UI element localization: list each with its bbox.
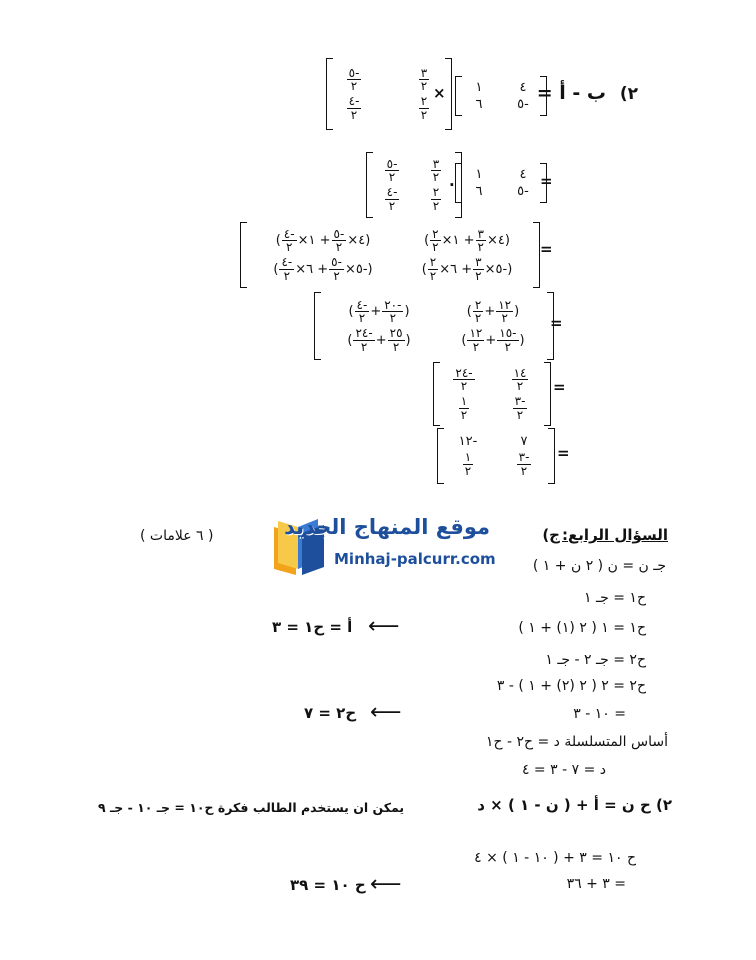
student-note: يمكن ان يستخدم الطالب فكرة ح١٠ = جـ ١٠ - جـ ٩: [98, 800, 405, 815]
part2-label: ٢): [619, 84, 638, 104]
part2-expression: ب - أ =: [536, 82, 606, 104]
question-title: السؤال الرابع:: [562, 526, 668, 544]
matrix-a-line1: [455, 76, 547, 116]
matrix-cell-1-1: $\frac{١}{٢}$: [464, 450, 472, 478]
q4-line-6: = ١٠ - ٣: [573, 706, 626, 722]
logo-url: Minhaj-palcurr.com: [334, 550, 496, 568]
arrow-icon: ⟵: [370, 872, 402, 897]
matrix-cell-0-0: ٤: [519, 80, 527, 95]
matrix-cell-0-0: ( $\frac{١٢}{٢}$ + $\frac{٢}{٢}$ ): [466, 297, 520, 326]
marks-label: ( ٦ علامات ): [140, 528, 214, 544]
dot-symbol: .: [449, 172, 455, 190]
equals-line5: =: [553, 378, 566, 396]
arrow-icon: ⟵: [370, 700, 402, 725]
matrix-cell-1-0: -٥: [517, 97, 529, 112]
matrix-cell-0-0: (٤× $\frac{٣}{٢}$ + ١× $\frac{٢}{٢}$ ): [424, 226, 510, 255]
q4-line-9: ٢) ح ن = أ + ( ن - ١ ) × د: [477, 796, 672, 814]
q4-line-10: ح ١٠ = ٣ + ( ١٠ - ١ ) × ٤: [474, 850, 636, 866]
q4-line-8: د = ٧ - ٣ = ٤: [521, 762, 606, 778]
matrix-cell-1-1: ٦: [475, 97, 483, 112]
matrix-cell-0-1: ( $\frac{-٢٠}{٢}$ + $\frac{-٤}{٢}$ ): [348, 297, 410, 326]
q4-line-11: = ٣ + ٣٦: [566, 876, 626, 892]
matrix-cell-1-0: (-٥× $\frac{٣}{٢}$ + ٦× $\frac{٢}{٢}$ ): [421, 255, 513, 283]
q4-line-7: أساس المتسلسلة د = ح٢ - ح١: [485, 734, 668, 750]
matrix-cell-0-1: $\frac{-٢٤}{٢}$: [455, 365, 473, 394]
matrix-cell-1-0: $\frac{٢}{٢}$: [420, 94, 428, 122]
times-symbol: ×: [433, 84, 446, 102]
matrix-bt-line2: [366, 152, 462, 218]
matrix-cell-0-0: $\frac{١٤}{٢}$: [513, 365, 527, 394]
matrix-cell-0-0: ٤: [519, 167, 527, 182]
matrix-bt-line1: [326, 58, 452, 130]
matrix-cell-1-1: ( $\frac{٢٥}{٢}$ + $\frac{-٢٤}{٢}$ ): [347, 326, 411, 354]
matrix-cell-0-0: ٧: [520, 434, 528, 450]
arrow-icon: ⟵: [368, 614, 400, 639]
matrix-cell-0-1: $\frac{-٥}{٢}$: [348, 65, 360, 94]
matrix-step4: [314, 292, 554, 360]
matrix-step5: [433, 362, 551, 426]
logo-arabic-text: موقع المنهاج الجديد: [284, 515, 490, 539]
matrix-cell-1-1: $\frac{١}{٢}$: [460, 394, 468, 422]
result-a: أ = ح١ = ٣: [272, 618, 353, 636]
matrix-cell-1-0: -٥: [517, 184, 529, 199]
matrix-cell-1-0: $\frac{٢}{٢}$: [432, 185, 440, 213]
matrix-step3: [240, 222, 540, 288]
result-h10: ح ١٠ = ٣٩: [290, 876, 366, 894]
q4-line-3: ح١ = ١ ( ٢ (١) + ١ ): [518, 620, 646, 636]
result-h2: ح٢ = ٧: [304, 704, 357, 722]
matrix-cell-0-0: $\frac{٣}{٢}$: [420, 65, 428, 94]
matrix-cell-1-0: $\frac{-٣}{٢}$: [518, 450, 530, 478]
matrix-step6: [437, 428, 555, 484]
equals-line2: =: [540, 172, 553, 190]
matrix-cell-0-1: -١٢: [458, 434, 478, 450]
q4-line-1: جـ ن = ن ( ٢ ن + ١ ): [532, 558, 666, 574]
matrix-cell-1-1: (-٥× $\frac{-٥}{٢}$ + ٦× $\frac{-٤}{٢}$ ): [273, 255, 373, 283]
matrix-cell-0-1: (٤× $\frac{-٥}{٢}$ + ١× $\frac{-٤}{٢}$ ): [275, 226, 371, 255]
matrix-cell-0-1: ١: [475, 167, 483, 182]
matrix-cell-1-1: $\frac{-٤}{٢}$: [348, 94, 360, 122]
matrix-cell-0-1: ١: [475, 80, 483, 95]
matrix-cell-1-0: ( $\frac{-١٥}{٢}$ + $\frac{١٢}{٢}$ ): [461, 326, 525, 354]
equals-line3: =: [540, 240, 553, 258]
equals-line4: =: [550, 314, 563, 332]
q4-line-2: ح١ = جـ ١: [584, 590, 646, 606]
q4-line-4: ح٢ = جـ ٢ - جـ ١: [545, 652, 646, 668]
q4-line-5: ح٢ = ٢ ( ٢ (٢) + ١ ) - ٣: [496, 678, 646, 694]
matrix-cell-1-0: $\frac{-٣}{٢}$: [514, 394, 526, 422]
matrix-cell-1-1: $\frac{-٤}{٢}$: [386, 185, 398, 213]
matrix-cell-1-1: ٦: [475, 184, 483, 199]
matrix-cell-0-1: $\frac{-٥}{٢}$: [386, 156, 398, 185]
matrix-cell-0-0: $\frac{٣}{٢}$: [432, 156, 440, 185]
question-branch: ج): [542, 526, 560, 544]
matrix-a-line2: [455, 163, 547, 203]
equals-line6: =: [557, 444, 570, 462]
